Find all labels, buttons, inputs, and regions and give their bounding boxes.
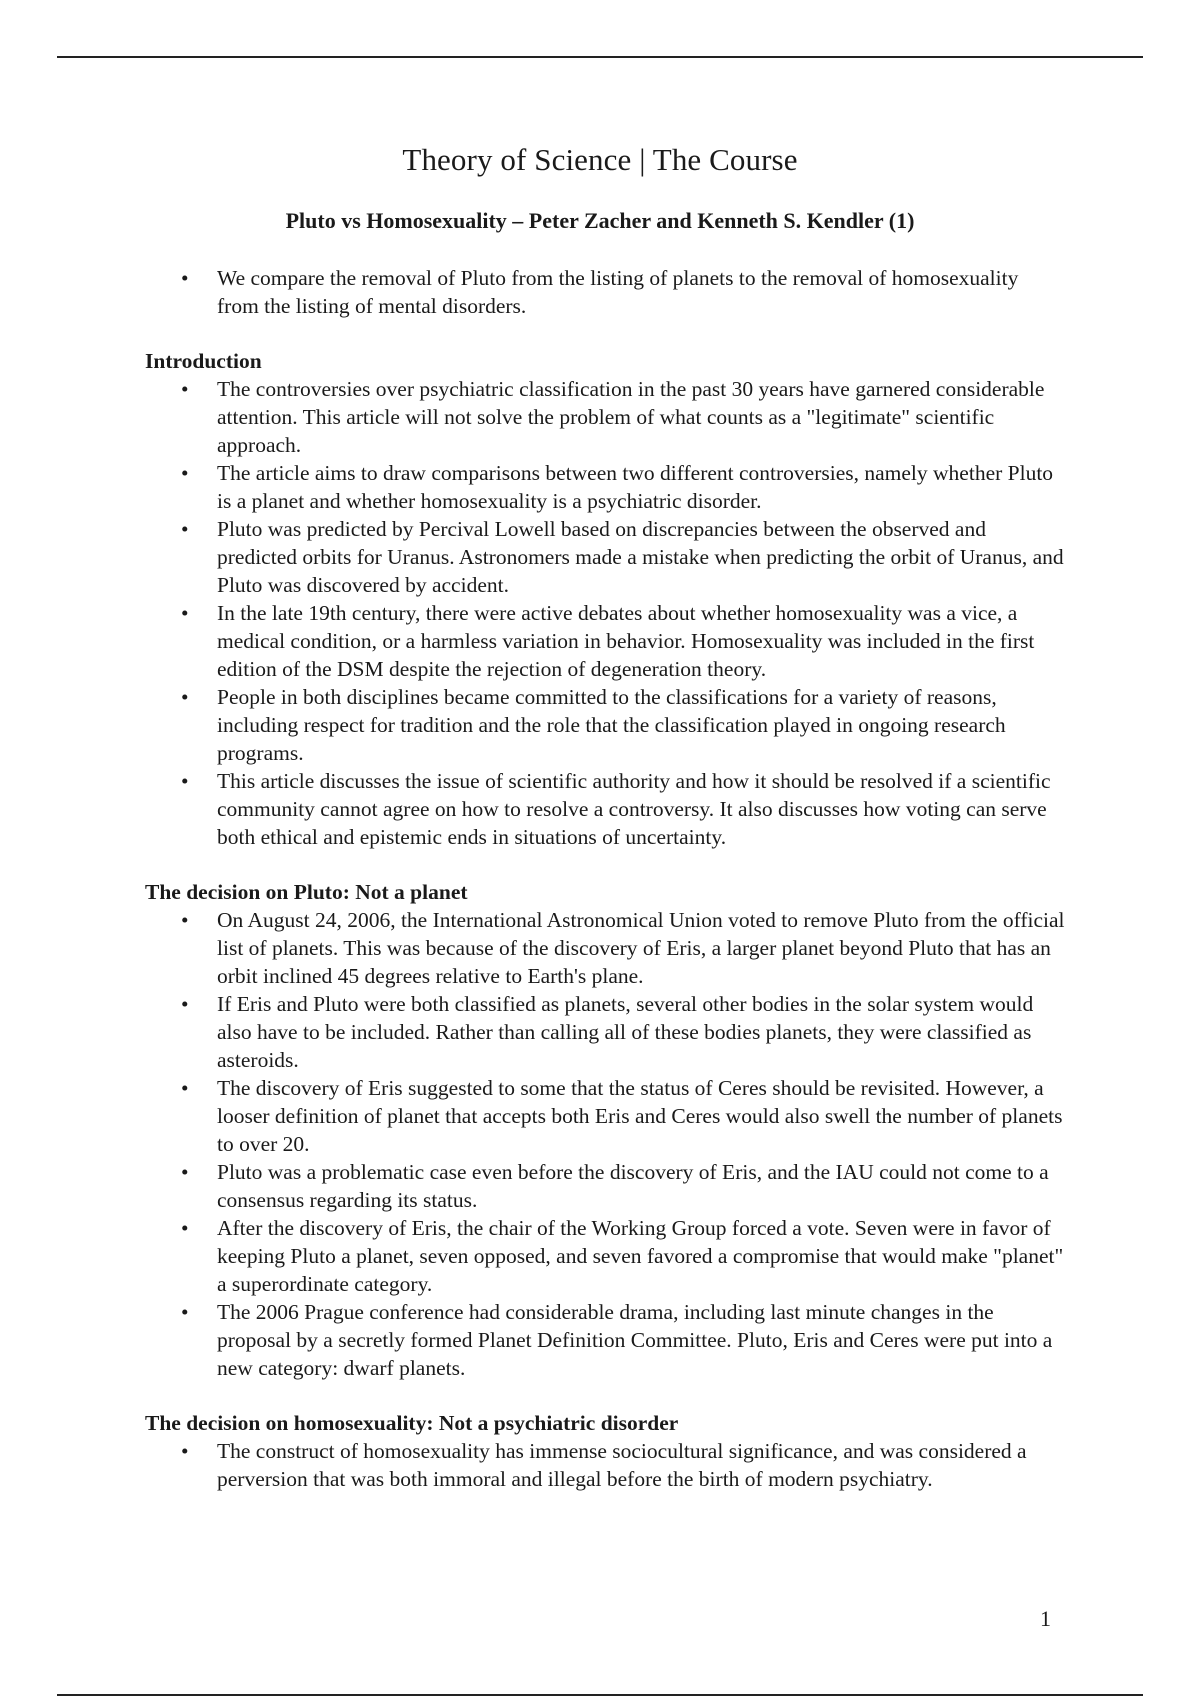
list-item xyxy=(145,515,1065,599)
list-item-text: The article aims to draw comparisons between two different controversies, namely whether Pluto is a planet and whether homosexuality is a psychiatric disorder. xyxy=(217,461,1054,513)
list-item-text: On August 24, 2006, the International Astronomical Union voted to remove Pluto from the official list of planets. This was because of the discovery of Eris, a larger planet beyond Pluto that has an orbit inclined 45 degrees relative to Earth's plane. xyxy=(217,908,1065,988)
top-rule xyxy=(57,56,1143,58)
list-item xyxy=(145,375,1065,459)
intro-bullet-list xyxy=(145,264,1065,320)
document-body xyxy=(145,264,1065,1493)
bullet-icon: • xyxy=(181,1439,189,1463)
list-item xyxy=(145,1074,1065,1158)
bullet-icon: • xyxy=(181,685,189,709)
list-item-text: Pluto was a problematic case even before the discovery of Eris, and the IAU could not come to a consensus regarding its status. xyxy=(217,1160,1049,1212)
list-item-text: After the discovery of Eris, the chair of the Working Group forced a vote. Seven were in favor of keeping Pluto a planet, seven opposed, and seven favored a compromise that would make "planet" a superordinate category. xyxy=(217,1216,1064,1296)
list-item xyxy=(145,906,1065,990)
bullet-icon: • xyxy=(181,1300,189,1324)
list-item-text: This article discusses the issue of scientific authority and how it should be resolved if a scientific community cannot agree on how to resolve a controversy. It also discusses how voting can serve both ethical and epistemic ends in situations of uncertainty. xyxy=(217,769,1051,849)
section-heading-homosexuality: The decision on homosexuality: Not a psychiatric disorder xyxy=(145,1411,679,1435)
bullet-icon: • xyxy=(181,461,189,485)
list-item-text: The controversies over psychiatric classification in the past 30 years have garnered considerable attention. This article will not solve the problem of what counts as a "legitimate" scientific approach. xyxy=(217,377,1045,457)
bullet-icon: • xyxy=(181,517,189,541)
list-item xyxy=(145,1298,1065,1382)
list-item xyxy=(145,1158,1065,1214)
list-item xyxy=(145,1437,1065,1493)
list-item-text: People in both disciplines became committed to the classifications for a variety of reasons, including respect for tradition and the role that the classification played in ongoing research programs. xyxy=(217,685,1006,765)
bullet-icon: • xyxy=(181,601,189,625)
list-item xyxy=(145,599,1065,683)
bullet-icon: • xyxy=(181,992,189,1016)
list-item-text: We compare the removal of Pluto from the listing of planets to the removal of homosexuality from the listing of mental disorders. xyxy=(217,266,1019,318)
list-item xyxy=(145,1214,1065,1298)
page-number: 1 xyxy=(1040,1606,1051,1631)
bullet-icon: • xyxy=(181,908,189,932)
document-title: Theory of Science | The Course xyxy=(402,142,798,177)
section-bullet-list xyxy=(145,1437,1065,1493)
bullet-icon: • xyxy=(181,1076,189,1100)
bullet-icon: • xyxy=(181,769,189,793)
list-item-text: If Eris and Pluto were both classified as planets, several other bodies in the solar system would also have to be included. Rather than calling all of these bodies planets, they were classified as asteroids. xyxy=(217,992,1034,1072)
list-item-text: The construct of homosexuality has immense sociocultural significance, and was considered a perversion that was both immoral and illegal before the birth of modern psychiatry. xyxy=(217,1439,1027,1491)
document-subtitle: Pluto vs Homosexuality – Peter Zacher and Kenneth S. Kendler (1) xyxy=(285,208,915,233)
list-item-text: In the late 19th century, there were active debates about whether homosexuality was a vice, a medical condition, or a harmless variation in behavior. Homosexuality was included in the first edition of the DSM despite the rejection of degeneration theory. xyxy=(217,601,1035,681)
bullet-icon: • xyxy=(181,266,189,290)
bottom-rule xyxy=(57,1694,1143,1696)
list-item-text: The discovery of Eris suggested to some that the status of Ceres should be revisited. However, a looser definition of planet that accepts both Eris and Ceres would also swell the number of planets to over 20. xyxy=(217,1076,1063,1156)
section-heading-introduction: Introduction xyxy=(145,349,262,373)
section-bullet-list xyxy=(145,906,1065,1382)
list-item xyxy=(145,683,1065,767)
bullet-icon: • xyxy=(181,1216,189,1240)
list-item xyxy=(145,459,1065,515)
bullet-icon: • xyxy=(181,1160,189,1184)
section-bullet-list xyxy=(145,375,1065,851)
section-heading-pluto: The decision on Pluto: Not a planet xyxy=(145,880,468,904)
list-item xyxy=(145,990,1065,1074)
list-item xyxy=(145,264,1065,320)
list-item xyxy=(145,767,1065,851)
bullet-icon: • xyxy=(181,377,189,401)
list-item-text: Pluto was predicted by Percival Lowell based on discrepancies between the observed and predicted orbits for Uranus. Astronomers made a mistake when predicting the orbit of Uranus, and Pluto was discovered by accident. xyxy=(217,517,1064,597)
list-item-text: The 2006 Prague conference had considerable drama, including last minute changes in the proposal by a secretly formed Planet Definition Committee. Pluto, Eris and Ceres were put into a new category: dwarf planets. xyxy=(217,1300,1053,1380)
